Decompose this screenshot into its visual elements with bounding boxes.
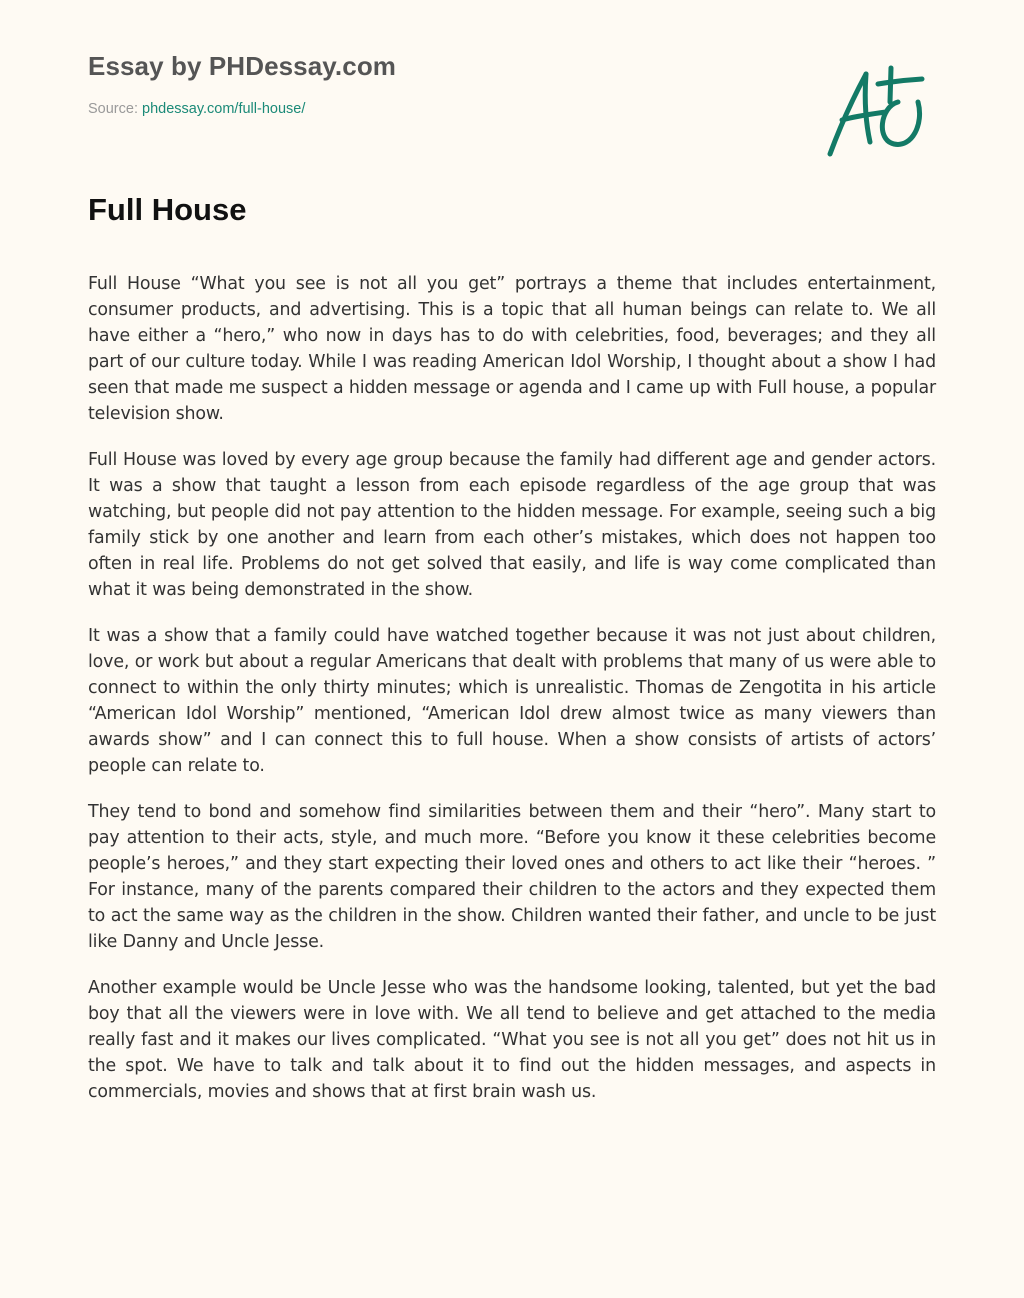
essay-paragraph: It was a show that a family could have watched together because it was not just about children, love, or work but about a regular Americans that dealt with problems that many of us were able to connect to within the only thirty minutes; which is unrealistic. Thomas de Zengotita in his article “American Idol Worship” mentioned, “American Idol drew almost twice as many viewers than awards show” and I can connect this to full house. When a show consists of artists of actors’ people can relate to.	[88, 626, 936, 776]
site-brand: Essay by PHDessay.com	[88, 51, 397, 81]
essay-title: Full House	[88, 192, 247, 227]
source-link[interactable]: phdessay.com/full-house/	[142, 101, 306, 117]
a-plus-icon	[820, 62, 930, 162]
essay-body	[88, 271, 936, 1125]
essay-paragraph: Full House “What you see is not all you get” portrays a theme that includes entertainment, consumer products, and advertising. This is a topic that all human beings can relate to. We all have either a “hero,” who now in days has to do with celebrities, food, beverages; and they all part of our culture today. While I was reading American Idol Worship, I thought about a show I had seen that made me suspect a hidden message or agenda and I came up with Full house, a popular television show.	[88, 274, 936, 424]
source-label: Source:	[88, 101, 138, 117]
source-line	[88, 100, 788, 118]
essay-paragraph: Another example would be Uncle Jesse who was the handsome looking, talented, but yet the bad boy that all the viewers were in love with. We all tend to believe and get attached to the media really fast and it makes our lives complicated. “What you see is not all you get” does not hit us in the spot. We have to talk and talk about it to find out the hidden messages, and aspects in commercials, movies and shows that at first brain wash us.	[88, 978, 936, 1102]
essay-paragraph: They tend to bond and somehow find similarities between them and their “hero”. Many start to pay attention to their acts, style, and much more. “Before you know it these celebrities become people’s heroes,” and they start expecting their loved ones and others to act like their “heroes. ” For instance, many of the parents compared their children to the actors and they expected them to act the same way as the children in the show. Children wanted their father, and uncle to be just like Danny and Uncle Jesse.	[88, 802, 936, 952]
page-header	[88, 50, 788, 118]
essay-paragraph: Full House was loved by every age group because the family had different age and gender actors. It was a show that taught a lesson from each episode regardless of the age group that was watching, but people did not pay attention to the hidden message. For example, seeing such a big family stick by one another and learn from each other’s mistakes, which does not happen too often in real life. Problems do not get solved that easily, and life is way come complicated than what it was being demonstrated in the show.	[88, 450, 936, 600]
